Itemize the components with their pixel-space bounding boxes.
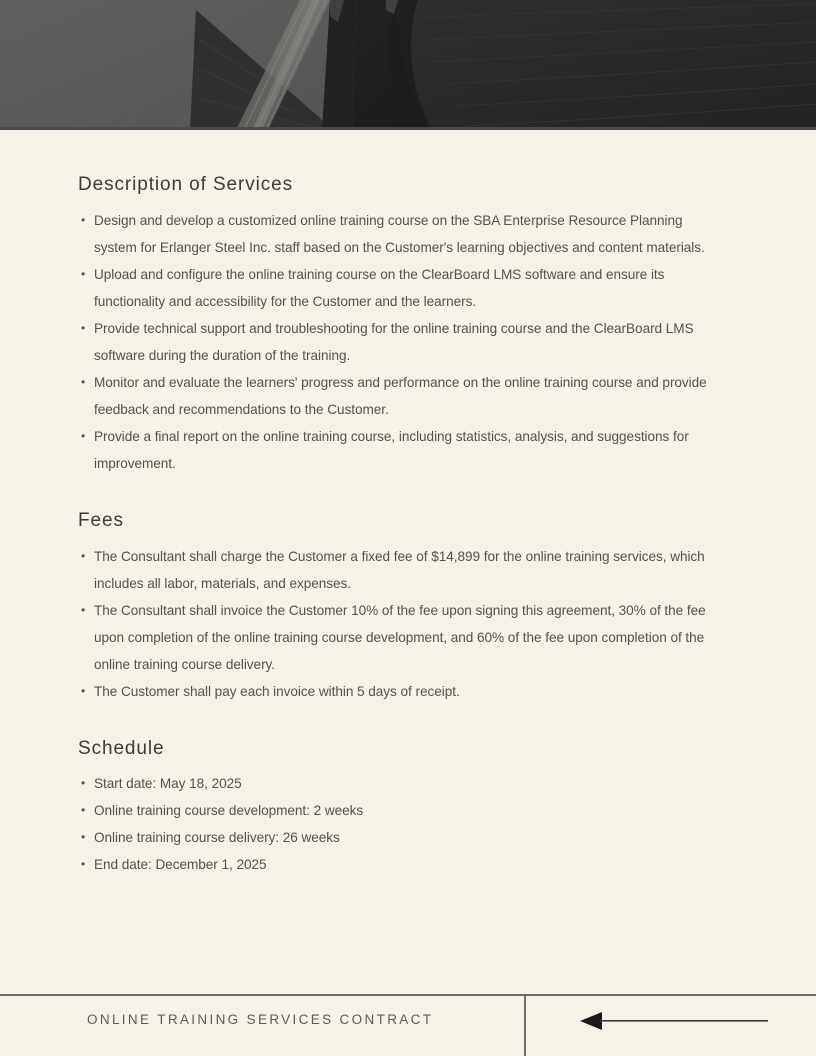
section-heading-fees: Fees <box>78 509 124 531</box>
section-spacer <box>78 705 726 738</box>
list-item: • Provide technical support and troubleshooting for the online training course and the ClearBoard LMS software during the duration of the training. <box>78 315 726 369</box>
list-item: • Provide a final report on the online training course, including statistics, analysis, and suggestions for improvement. <box>78 423 726 477</box>
list-item: • The Consultant shall invoice the Customer 10% of the fee upon signing this agreement, 30% of the fee upon completion of the online training course development, and 60% of the fee upon completion of the online training course delivery. <box>78 597 726 678</box>
list-item: • Online training course delivery: 26 weeks <box>78 824 726 851</box>
footer-horizontal-rule <box>0 994 816 996</box>
section-heading-schedule: Schedule <box>78 737 165 759</box>
list-item: • The Consultant shall charge the Customer a fixed fee of $14,899 for the online training services, which includes all labor, materials, and expenses. <box>78 543 726 597</box>
bullet-list-fees <box>78 543 726 705</box>
list-item: • Upload and configure the online training course on the ClearBoard LMS software and ensure its functionality and accessibility for the Customer and the learners. <box>78 261 726 315</box>
list-item: • Online training course development: 2 weeks <box>78 797 726 824</box>
section-description-of-services <box>78 174 726 477</box>
list-item: • Design and develop a customized online training course on the SBA Enterprise Resource Planning system for Erlanger Steel Inc. staff based on the Customer's learning objectives and content materials. <box>78 207 726 261</box>
section-heading-description-of-services: Description of Services <box>78 174 293 195</box>
list-item: • Start date: May 18, 2025 <box>78 770 726 797</box>
header-artwork <box>0 0 816 130</box>
arrow-left-glyph <box>580 1010 775 1032</box>
bullet-list-description-of-services <box>78 207 726 477</box>
list-item: • Monitor and evaluate the learners' progress and performance on the online training course and provide feedback and recommendations to the Customer. <box>78 369 726 423</box>
page-footer <box>0 994 816 1056</box>
footer-vertical-divider <box>524 995 526 1056</box>
section-schedule <box>78 738 726 879</box>
section-fees <box>78 510 726 705</box>
bullet-list-schedule <box>78 770 726 878</box>
section-spacer <box>78 477 726 510</box>
list-item: • End date: December 1, 2025 <box>78 851 726 878</box>
header-banner-image <box>0 0 816 130</box>
document-content <box>0 130 816 878</box>
arrow-left-icon <box>580 1010 775 1032</box>
list-item: • The Customer shall pay each invoice within 5 days of receipt. <box>78 678 726 705</box>
footer-document-title: ONLINE TRAINING SERVICES CONTRACT <box>87 1012 434 1027</box>
